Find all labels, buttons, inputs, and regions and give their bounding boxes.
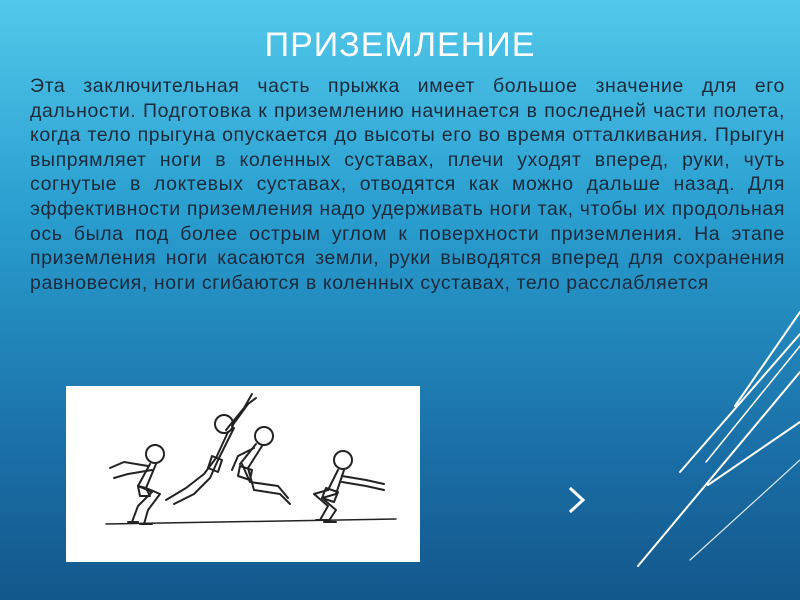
slide-body-text: Эта заключительная часть прыжка имеет большое значение для его дальности. Подготовка к приземлению начинается в последней части полета, когда тело прыгуна опускается до высоты его во время отталкивания. Прыгун выпрямляет ноги в коленных суставах, плечи уходят вперед, руки, чуть согнутые в локтевых суставах, отводятся как можно дальше назад. Для эффективности приземления надо удерживать ноги так, чтобы их продольная ось была под более острым углом к поверхности приземления. На этапе приземления ноги касаются земли, руки выводятся вперед для сохранения равновесия, ноги сгибаются в коленных суставах, тело расслабляется	[30, 75, 785, 294]
chevron-right-icon[interactable]	[567, 486, 589, 514]
slide-title: ПРИЗЕМЛЕНИЕ	[264, 26, 536, 64]
